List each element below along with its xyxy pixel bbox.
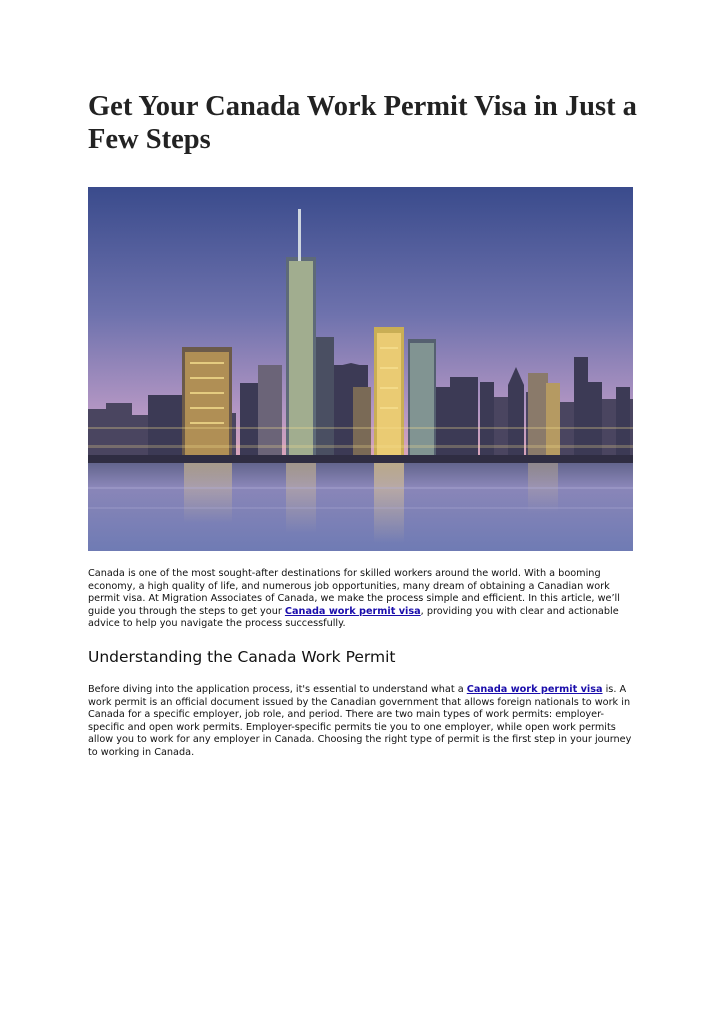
intro-text-end: , providing you with clear and actionable advice to help you navigate the process successfully. <box>88 605 619 630</box>
section-heading-understanding: Understanding the Canada Work Permit <box>88 648 396 666</box>
skyline-photo <box>88 187 633 551</box>
intro-paragraph <box>88 568 633 631</box>
section-text-start: Before diving into the application process, it's essential to understand what a <box>88 684 467 695</box>
canada-work-permit-visa-link-2[interactable]: Canada work permit visa <box>466 684 603 695</box>
canada-work-permit-visa-link[interactable]: Canada work permit visa <box>284 605 421 617</box>
hero-image <box>88 187 633 551</box>
page-title: Get Your Canada Work Permit Visa in Just a Few Steps <box>88 91 637 155</box>
section-text-end: is. A work permit is an official document issued by the Canadian government that allows foreign nationals to work in Canada for a specific employer, job role, and period. There are two main types of work permits: employer-specific and open work permits. Employer-specific permits tie you to one employer, while open work permits allow you to work for any employer in Canada. Choosing the right type of permit is the first step in your journey to working in Canada. <box>88 684 632 758</box>
intro-text-start: Canada is one of the most sought-after destinations for skilled workers around the world. With a booming economy, a high quality of life, and numerous job opportunities, many dream of obtaining a Canadian work permit visa. At Migration Associates of Canada, we make the process simple and efficient. In this article, we’ll guide you through the steps to get your <box>88 568 620 617</box>
section-paragraph <box>88 684 633 760</box>
